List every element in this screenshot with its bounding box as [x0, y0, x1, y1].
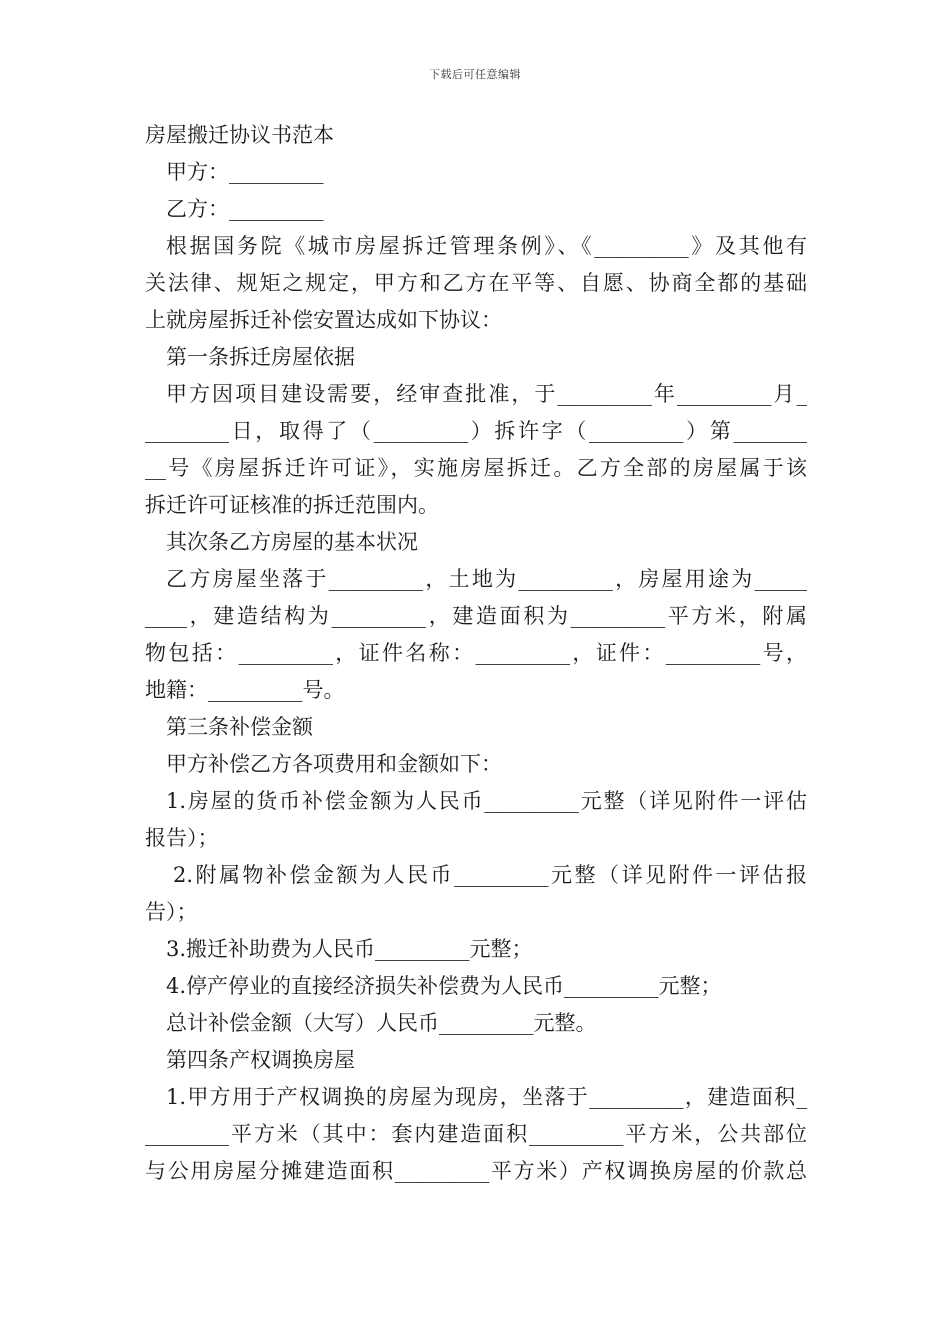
- text-line: 根据国务院《城市房屋拆迁管理条例》、《_________》及其他有: [166, 234, 807, 258]
- text-line: 告）；: [145, 900, 198, 924]
- text-line: 1.房屋的货币补偿金额为人民币_________元整（详见附件一评估: [166, 789, 807, 813]
- text-line: 甲方因项目建设需要，经审查批准，于_________年_________月_: [166, 382, 807, 406]
- text-line: 总计补偿金额（大写）人民币_________元整。: [166, 1011, 597, 1035]
- document-body: [145, 117, 807, 1190]
- text-line: 关法律、规矩之规定，甲方和乙方在平等、自愿、协商全都的基础: [145, 271, 807, 295]
- text-line: 物包括：_________，证件名称：_________，证件：_________号，: [145, 641, 807, 665]
- text-line: 乙方房屋坐落于_________，土地为_________，房屋用途为_____: [166, 567, 807, 591]
- page-header: 下载后可任意编辑: [429, 68, 521, 81]
- text-line: 上就房屋拆迁补偿安置达成如下协议：: [145, 308, 502, 332]
- text-line: ____，建造结构为_________，建造面积为_________平方米，附属: [145, 604, 807, 628]
- text-line: 拆迁许可证核准的拆迁范围内。: [145, 493, 439, 517]
- doc-title: 房屋搬迁协议书范本: [145, 123, 334, 147]
- text-line: ________平方米（其中：套内建造面积_________平方米，公共部位: [145, 1122, 807, 1146]
- text-line: 1.甲方用于产权调换的房屋为现房，坐落于_________，建造面积_: [166, 1085, 807, 1109]
- text-line: 地籍：_________号。: [145, 678, 345, 702]
- text-line: ________日，取得了（_________）拆许字（_________）第_______: [145, 419, 807, 443]
- text-line: __号《房屋拆迁许可证》，实施房屋拆迁。乙方全部的房屋属于该: [145, 456, 807, 480]
- text-line: 报告）；: [145, 826, 219, 850]
- article-heading: 其次条乙方房屋的基本状况: [166, 530, 418, 554]
- text-line: 2.附属物补偿金额为人民币_________元整（详见附件一评估报: [173, 863, 807, 887]
- text-line: 4.停产停业的直接经济损失补偿费为人民币_________元整；: [166, 974, 722, 998]
- text-line: 甲方补偿乙方各项费用和金额如下：: [166, 752, 502, 776]
- party-a-line: 甲方：_________: [166, 160, 324, 184]
- text-line: 3.搬迁补助费为人民币_________元整；: [166, 937, 533, 961]
- article-heading: 第三条补偿金额: [166, 715, 313, 739]
- article-heading: 第四条产权调换房屋: [166, 1048, 355, 1072]
- article-heading: 第一条拆迁房屋依据: [166, 345, 355, 369]
- party-b-line: 乙方：_________: [166, 197, 324, 221]
- text-line: 与公用房屋分摊建造面积_________平方米）产权调换房屋的价款总: [145, 1159, 807, 1183]
